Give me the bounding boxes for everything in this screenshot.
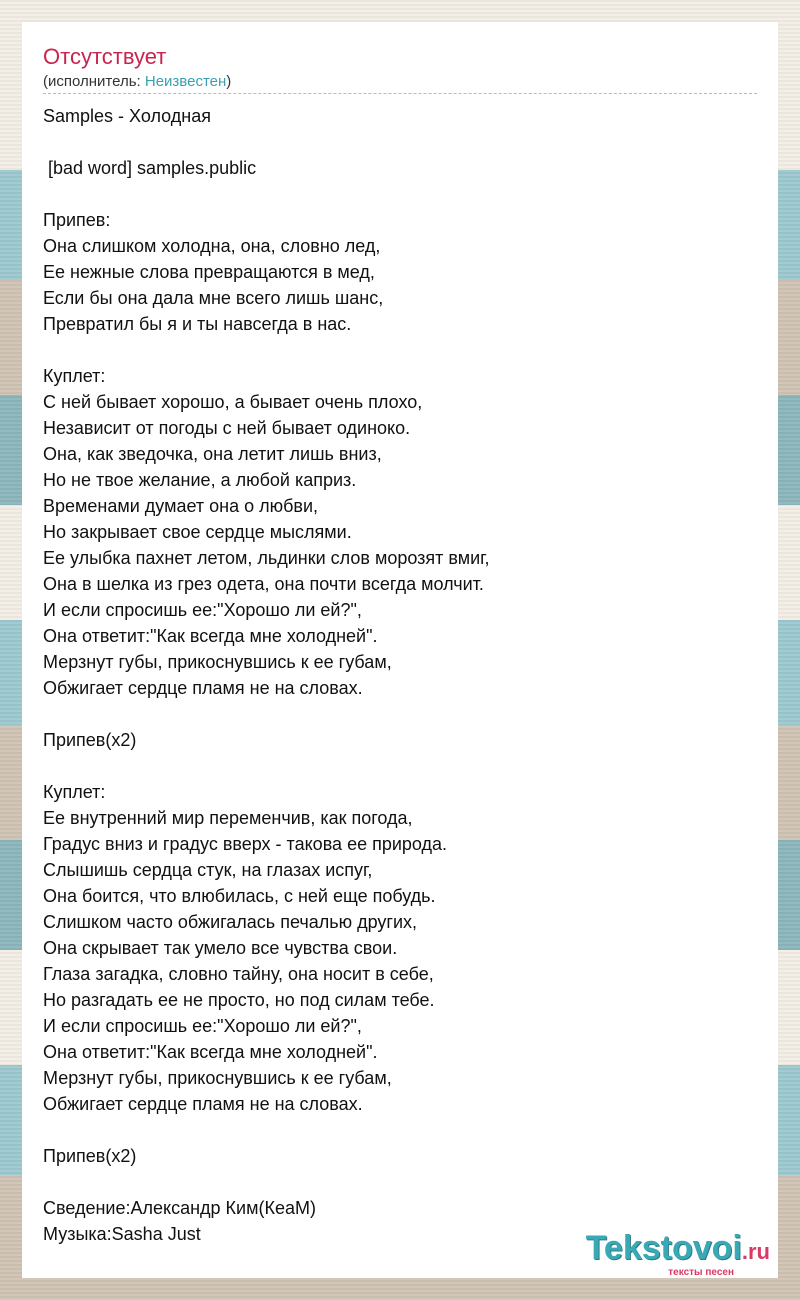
lyric-line: Она ответит:"Как всегда мне холодней". bbox=[43, 626, 378, 646]
lyric-line: С ней бывает хорошо, а бывает очень плохо, bbox=[43, 392, 423, 412]
lyric-line bbox=[43, 701, 763, 727]
lyric-line: [bad word] samples.public bbox=[43, 158, 257, 178]
logo-tld: .ru bbox=[741, 1239, 770, 1264]
lyric-line: Она ответит:"Как всегда мне холодней". bbox=[43, 1042, 378, 1062]
lyric-line bbox=[43, 1117, 763, 1143]
lyric-line: Она в шелка из грез одета, она почти всегда молчит. bbox=[43, 574, 484, 594]
lyric-line: Припев: bbox=[43, 210, 111, 230]
lyric-line bbox=[43, 753, 763, 779]
logo-tagline: тексты песен bbox=[668, 1267, 734, 1278]
lyrics-card bbox=[22, 22, 778, 1278]
lyric-line: Ее нежные слова превращаются в мед, bbox=[43, 262, 375, 282]
lyric-line: Куплет: bbox=[43, 782, 106, 802]
lyric-line: Сведение:Александр Ким(КеаМ) bbox=[43, 1198, 316, 1218]
lyric-line: Она, как зведочка, она летит лишь вниз, bbox=[43, 444, 382, 464]
lyric-line: Но разгадать ее не просто, но под силам тебе. bbox=[43, 990, 435, 1010]
lyric-line: Ее улыбка пахнет летом, льдинки слов морозят вмиг, bbox=[43, 548, 490, 568]
lyric-line: Градус вниз и градус вверх - такова ее природа. bbox=[43, 834, 448, 854]
artist-link[interactable]: Неизвестен bbox=[144, 73, 227, 90]
lyric-line bbox=[43, 1169, 763, 1195]
artist-prefix: (исполнитель: bbox=[43, 73, 145, 90]
lyric-line bbox=[43, 337, 763, 363]
lyric-line: Припев(x2) bbox=[43, 1146, 137, 1166]
lyric-line: Обжигает сердце пламя не на словах. bbox=[43, 1094, 363, 1114]
lyric-line: И если спросишь ее:"Хорошо ли ей?", bbox=[43, 1016, 362, 1036]
lyric-line: Мерзнут губы, прикоснувшись к ее губам, bbox=[43, 652, 392, 672]
lyric-line bbox=[43, 181, 763, 207]
lyric-line: Ее внутренний мир переменчив, как погода, bbox=[43, 808, 413, 828]
lyric-line: Припев(x2) bbox=[43, 730, 137, 750]
lyric-line: Временами думает она о любви, bbox=[43, 496, 319, 516]
logo-wordmark bbox=[586, 1231, 770, 1269]
lyric-line: Куплет: bbox=[43, 366, 106, 386]
lyric-line: Если бы она дала мне всего лишь шанс, bbox=[43, 288, 384, 308]
lyric-line: Слышишь сердца стук, на глазах испуг, bbox=[43, 860, 373, 880]
artist-line bbox=[43, 72, 231, 92]
lyric-line: Она скрывает так умело все чувства свои. bbox=[43, 938, 398, 958]
site-logo[interactable] bbox=[586, 1231, 770, 1278]
artist-suffix: ) bbox=[226, 73, 232, 90]
lyric-line bbox=[43, 129, 763, 155]
logo-main-text: Tekstovoi bbox=[585, 1229, 742, 1267]
song-title: Отсутствует bbox=[43, 44, 167, 69]
lyric-line: Она боится, что влюбилась, с ней еще побудь. bbox=[43, 886, 436, 906]
header-divider bbox=[43, 93, 757, 94]
lyric-line: Samples - Холодная bbox=[43, 106, 211, 126]
lyrics-text bbox=[43, 103, 763, 1247]
lyric-line: Музыка:Sasha Just bbox=[43, 1224, 201, 1244]
lyric-line: Она слишком холодна, она, словно лед, bbox=[43, 236, 381, 256]
lyric-line: Слишком часто обжигалась печалью других, bbox=[43, 912, 418, 932]
lyric-line: Но закрывает свое сердце мыслями. bbox=[43, 522, 352, 542]
lyric-line: Но не твое желание, а любой каприз. bbox=[43, 470, 357, 490]
lyric-line: Независит от погоды с ней бывает одиноко. bbox=[43, 418, 411, 438]
lyric-line: Глаза загадка, словно тайну, она носит в себе, bbox=[43, 964, 434, 984]
lyric-line: Превратил бы я и ты навсегда в нас. bbox=[43, 314, 352, 334]
lyric-line: И если спросишь ее:"Хорошо ли ей?", bbox=[43, 600, 362, 620]
lyric-line: Мерзнут губы, прикоснувшись к ее губам, bbox=[43, 1068, 392, 1088]
lyric-line: Обжигает сердце пламя не на словах. bbox=[43, 678, 363, 698]
